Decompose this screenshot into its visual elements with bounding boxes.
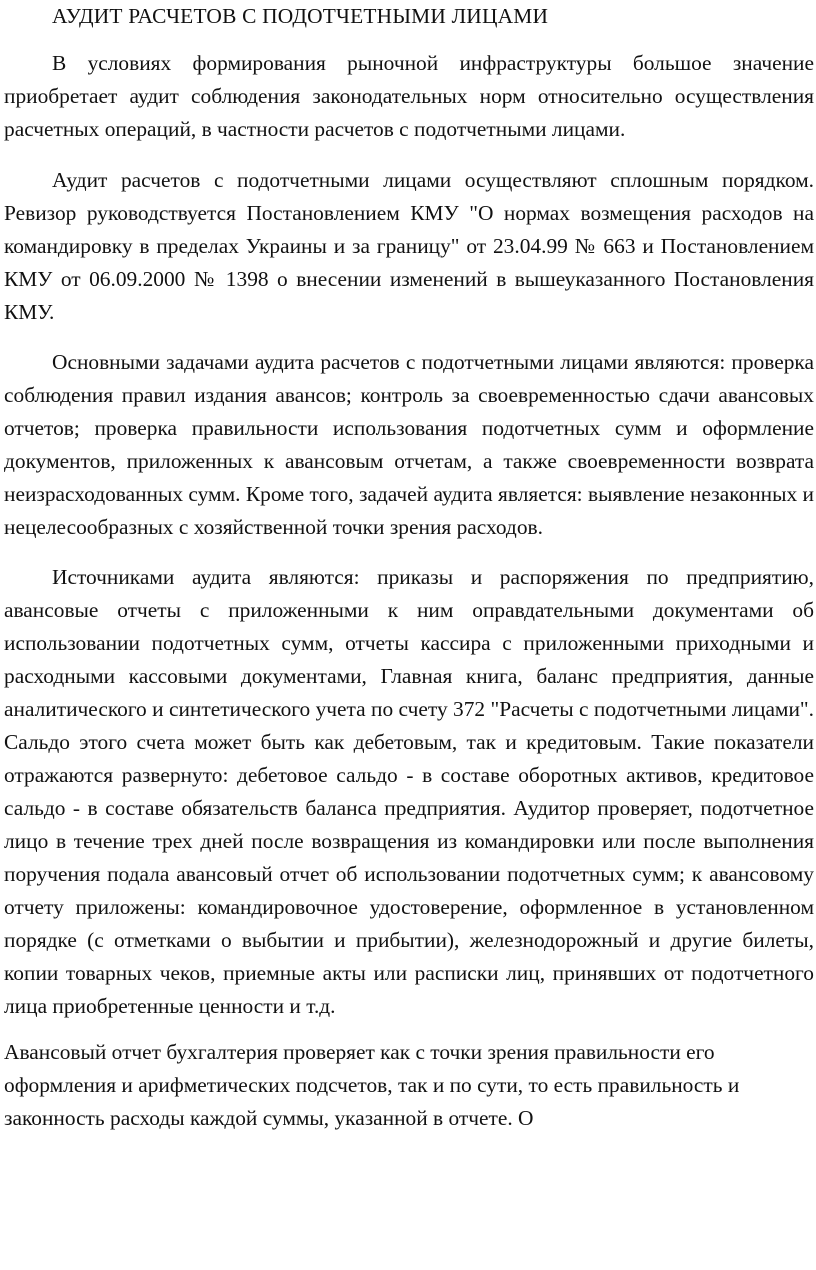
paragraph-audit-tasks: Основными задачами аудита расчетов с подотчетными лицами являются: проверка соблюдения правил издания авансов; контроль за своевременностью сдачи авансовых отчетов; проверка правильности использования подотчетных сумм и оформление документов, приложенных к авансовым отчетам, а также своевременности возврата неизрасходованных сумм. Кроме того, задачей аудита является: выявление незаконных и нецелесообразных с хозяйственной точки зрения расходов. — [4, 350, 814, 539]
paragraph-audit-method: Аудит расчетов с подотчетными лицами осуществляют сплошным порядком. Ревизор руководствуется Постановлением КМУ "О нормах возмещения расходов на командировку в пределах Украины и за границу" от 23.04.99 № 663 и Постановлением КМУ от 06.09.2000 № 1398 о внесении изменений в вышеуказанного Постановления КМУ. — [4, 168, 814, 324]
paragraph-audit-sources: Источниками аудита являются: приказы и распоряжения по предприятию, авансовые отчеты с приложенными к ним оправдательными документами об использовании подотчетных сумм, отчеты кассира с приложенными приходными и расходными кассовыми документами, Главная книга, баланс предприятия, данные аналитического и синтетического учета по счету 372 "Расчеты с подотчетными лицами". Сальдо этого счета может быть как дебетовым, так и кредитовым. Такие показатели отражаются развернуто: дебетовое сальдо - в составе оборотных активов, кредитовое сальдо - в составе обязательств баланса предприятия. Аудитор проверяет, подотчетное лицо в течение трех дней после возвращения из командировки или после выполнения поручения подала авансовый отчет об использовании подотчетных сумм; к авансовому отчету приложены: командировочное удостоверение, оформленное в установленном порядке (с отметками о выбытии и прибытии), железнодорожный и другие билеты, копии товарных чеков, приемные акты или расписки лиц, принявших от подотчетного лица приобретенные ценности и т.д. — [4, 565, 814, 1018]
paragraph-advance-report: Авансовый отчет бухгалтерия проверяет как с точки зрения правильности его оформления и арифметических подсчетов, так и по сути, то есть правильность и законность расходы каждой суммы, указанной в отчете. О — [4, 1040, 740, 1130]
paragraph-intro: В условиях формирования рыночной инфраструктуры большое значение приобретает аудит соблюдения законодательных норм относительно осуществления расчетных операций, в частности расчетов с подотчетными лицами. — [4, 51, 814, 141]
document-title: АУДИТ РАСЧЕТОВ С ПОДОТЧЕТНЫМИ ЛИЦАМИ — [52, 4, 549, 28]
